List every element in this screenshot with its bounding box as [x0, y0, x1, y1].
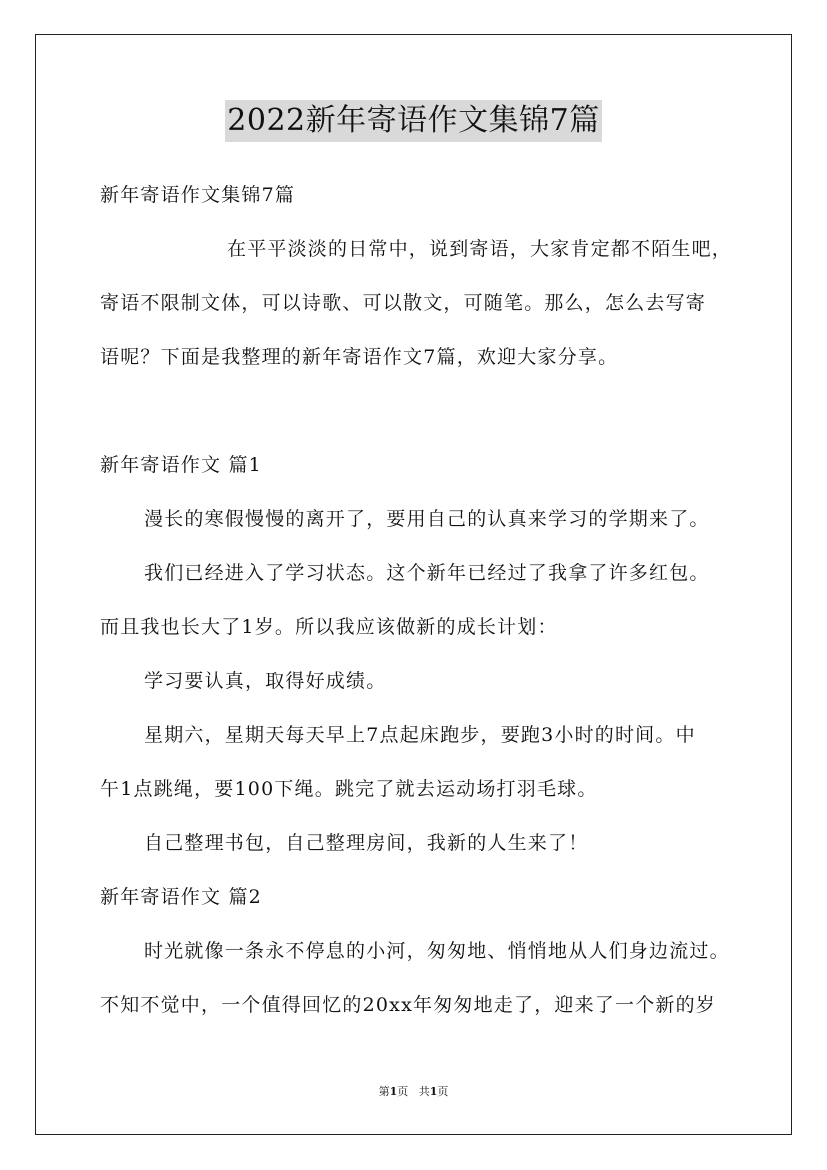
paragraph-line: 自己整理书包，自己整理房间，我新的人生来了！ — [144, 832, 589, 854]
paragraph-line: 不知不觉中，一个值得回忆的20xx年匆匆地走了，迎来了一个新的岁 — [100, 994, 717, 1016]
paragraph-line: 而且我也长大了1岁。所以我应该做新的成长计划： — [100, 616, 558, 638]
footer-total-label: 共 — [418, 1085, 430, 1098]
footer-total-number: 1 — [429, 1085, 438, 1098]
paragraph-line: 星期六，星期天每天早上7点起床跑步，要跑3小时的时间。中 — [144, 724, 696, 746]
paragraph-line: 午1点跳绳，要100下绳。跳完了就去运动场打羽毛球。 — [100, 778, 598, 800]
subtitle-line: 新年寄语作文集锦7篇 — [100, 184, 296, 206]
footer-page-label: 第 — [378, 1085, 390, 1098]
intro-line-1: 在平平淡淡的日常中，说到寄语，大家肯定都不陌生吧， — [227, 238, 733, 260]
footer-page-suffix: 页 — [397, 1085, 409, 1098]
page-footer — [0, 1085, 827, 1099]
document-title: 2022新年寄语作文集锦7篇 — [225, 100, 601, 142]
section-heading-1: 新年寄语作文 篇1 — [100, 454, 262, 476]
paragraph-line: 漫长的寒假慢慢的离开了，要用自己的认真来学习的学期来了。 — [144, 508, 710, 530]
paragraph-line: 学习要认真，取得好成绩。 — [144, 670, 387, 692]
footer-total-suffix: 页 — [437, 1085, 449, 1098]
paragraph-line: 我们已经进入了学习状态。这个新年已经过了我拿了许多红包。 — [144, 562, 710, 584]
title-container — [0, 100, 827, 142]
intro-line-3: 语呢？下面是我整理的新年寄语作文7篇，欢迎大家分享。 — [100, 346, 619, 368]
paragraph-line: 时光就像一条永不停息的小河，匆匆地、悄悄地从人们身边流过。 — [144, 940, 730, 962]
footer-page-number: 1 — [389, 1085, 398, 1098]
intro-line-2: 寄语不限制文体，可以诗歌、可以散文，可随笔。那么，怎么去写寄 — [100, 292, 707, 314]
section-heading-2: 新年寄语作文 篇2 — [100, 886, 262, 908]
